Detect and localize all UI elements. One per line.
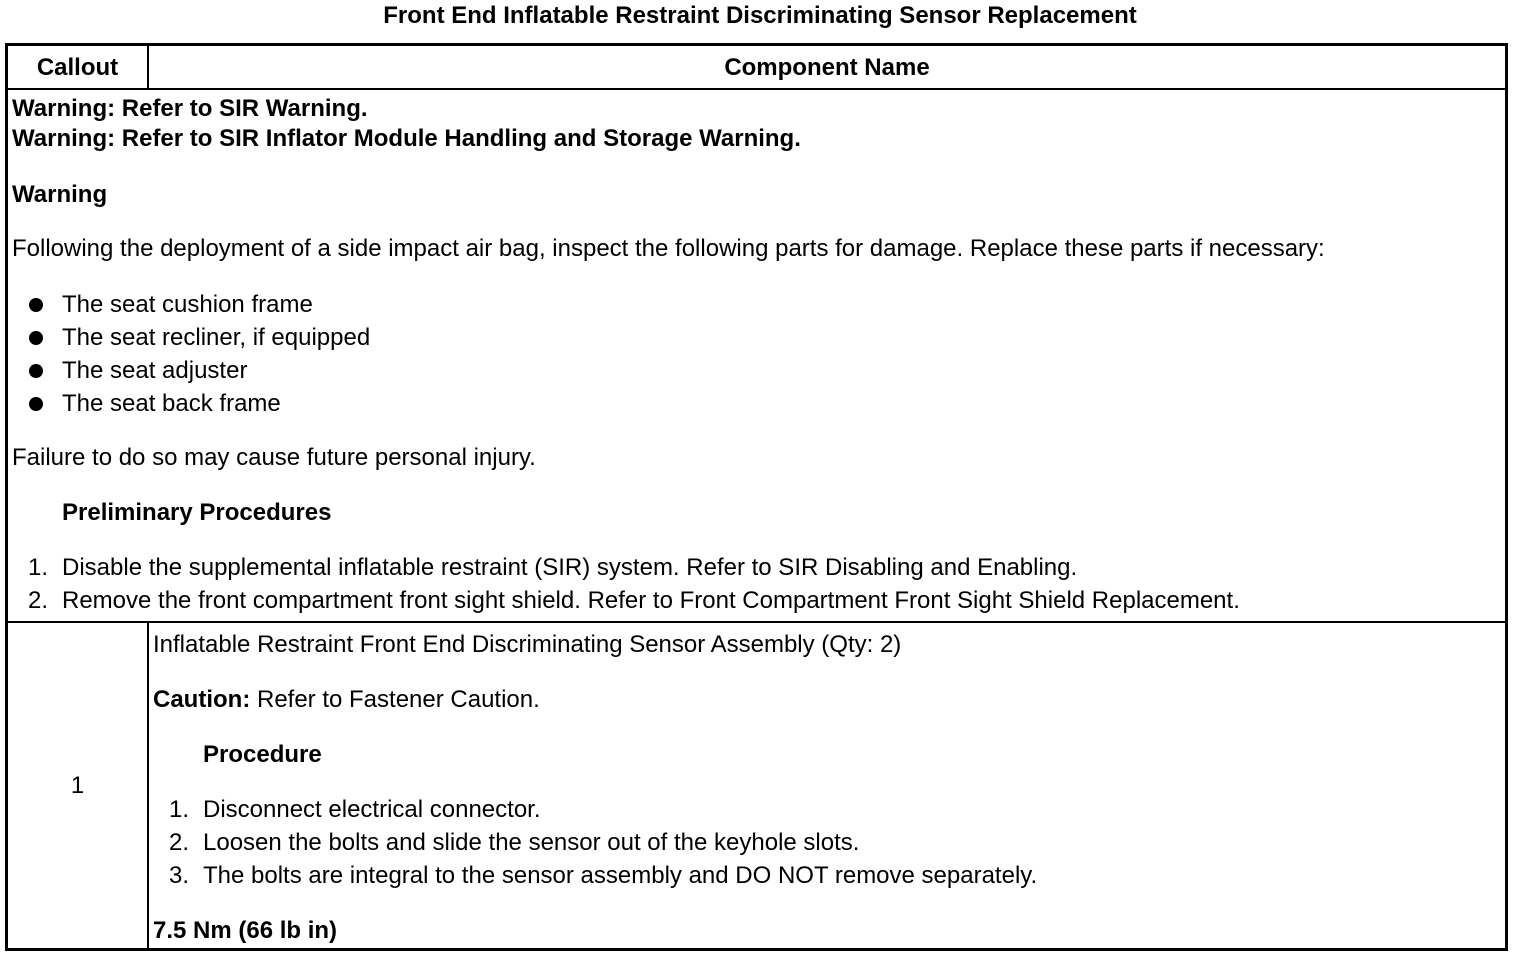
step-text: Remove the front compartment front sight shield. Refer to Front Compartment Front Sight Shield Replacement. xyxy=(62,587,1240,614)
warning-heading: Warning xyxy=(12,181,108,208)
warning-intro: Following the deployment of a side impact air bag, inspect the following parts for damage. Replace these parts if necessary: xyxy=(12,235,1325,262)
list-item-text: The seat recliner, if equipped xyxy=(62,324,371,351)
caution-label: Caution: xyxy=(153,686,251,713)
component-name-cell xyxy=(149,623,1505,948)
step-text: Loosen the bolts and slide the sensor out of the keyhole slots. xyxy=(203,829,860,856)
bullet-icon xyxy=(29,331,43,345)
list-item-text: The seat adjuster xyxy=(62,357,248,384)
callout-cell xyxy=(8,623,149,948)
bullet-icon xyxy=(29,298,43,312)
failure-note: Failure to do so may cause future personal injury. xyxy=(12,444,536,471)
list-item-text: The seat back frame xyxy=(62,390,281,417)
component-name: Inflatable Restraint Front End Discriminating Sensor Assembly (Qty: 2) xyxy=(153,631,902,658)
step-number: 1. xyxy=(168,796,189,823)
page-title: Front End Inflatable Restraint Discriminating Sensor Replacement xyxy=(383,2,1137,29)
step-text: The bolts are integral to the sensor assembly and DO NOT remove separately. xyxy=(203,862,1038,889)
procedure-table xyxy=(5,43,1508,951)
bullet-icon xyxy=(29,397,43,411)
procedure-heading: Procedure xyxy=(203,741,322,768)
warnings-block xyxy=(8,90,1505,623)
torque-spec: 7.5 Nm (66 lb in) xyxy=(153,917,338,944)
step-text: Disconnect electrical connector. xyxy=(203,796,541,823)
inflator-module-warning: Warning: Refer to SIR Inflator Module Handling and Storage Warning. xyxy=(12,125,801,152)
caution-text: Refer to Fastener Caution. xyxy=(250,686,540,713)
callout-column-header: Callout xyxy=(8,46,149,88)
bullet-icon xyxy=(29,364,43,378)
step-text: Disable the supplemental inflatable restraint (SIR) system. Refer to SIR Disabling and Enabling. xyxy=(62,554,1078,581)
table-header-row xyxy=(8,46,1505,90)
step-number: 3. xyxy=(168,862,189,889)
callout-number: 1 xyxy=(70,772,85,799)
list-item-text: The seat cushion frame xyxy=(62,291,313,318)
fastener-caution xyxy=(153,686,540,714)
sir-warning: Warning: Refer to SIR Warning. xyxy=(12,95,368,122)
step-number: 2. xyxy=(27,587,48,614)
step-number: 2. xyxy=(168,829,189,856)
preliminary-procedures-heading: Preliminary Procedures xyxy=(62,499,332,526)
step-number: 1. xyxy=(27,554,48,581)
component-name-column-header: Component Name xyxy=(724,54,930,81)
table-row xyxy=(8,623,1505,948)
